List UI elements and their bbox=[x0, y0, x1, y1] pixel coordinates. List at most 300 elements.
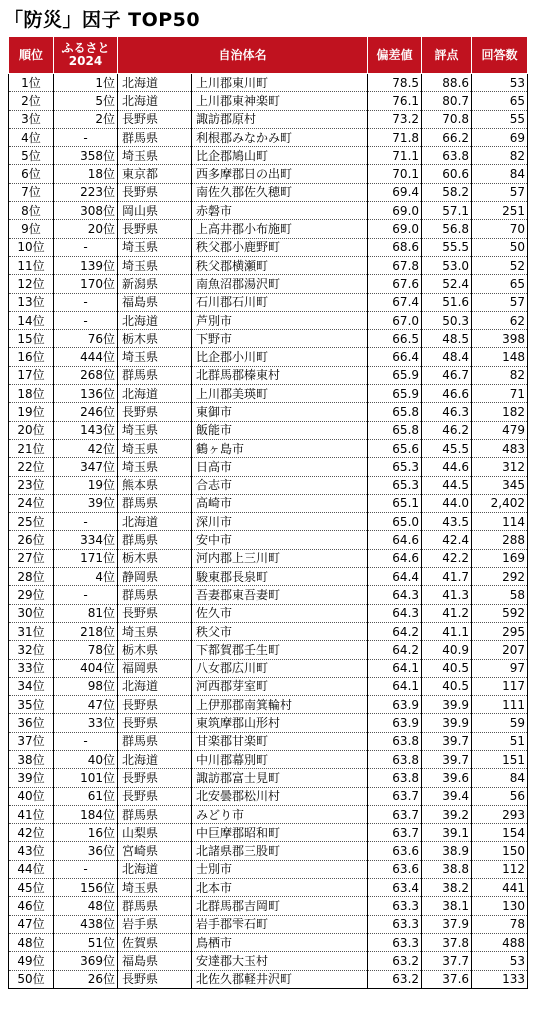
cell-municipality: 合志市 bbox=[192, 476, 368, 494]
cell-municipality: 南魚沼郡湯沢町 bbox=[192, 275, 368, 293]
cell-municipality: 諏訪郡富士見町 bbox=[192, 769, 368, 787]
cell-rank: 8位 bbox=[9, 202, 54, 220]
cell-prefecture: 長野県 bbox=[118, 183, 192, 201]
cell-responses: 441 bbox=[472, 879, 528, 897]
cell-score: 37.6 bbox=[422, 970, 472, 988]
cell-deviation: 63.3 bbox=[368, 915, 422, 933]
cell-score: 42.2 bbox=[422, 549, 472, 567]
cell-score: 60.6 bbox=[422, 165, 472, 183]
cell-rank: 42位 bbox=[9, 824, 54, 842]
cell-rank: 3位 bbox=[9, 110, 54, 128]
table-row bbox=[9, 110, 528, 128]
cell-rank: 5位 bbox=[9, 147, 54, 165]
cell-deviation: 64.3 bbox=[368, 586, 422, 604]
cell-municipality: 北群馬郡吉岡町 bbox=[192, 897, 368, 915]
cell-furusato-rank: 76位 bbox=[54, 330, 118, 348]
table-row bbox=[9, 366, 528, 384]
cell-score: 38.8 bbox=[422, 860, 472, 878]
table-row bbox=[9, 933, 528, 951]
table-row bbox=[9, 128, 528, 146]
cell-rank: 18位 bbox=[9, 385, 54, 403]
cell-furusato-rank: 184位 bbox=[54, 805, 118, 823]
cell-prefecture: 長野県 bbox=[118, 696, 192, 714]
cell-rank: 29位 bbox=[9, 586, 54, 604]
table-row bbox=[9, 74, 528, 92]
cell-rank: 26位 bbox=[9, 531, 54, 549]
cell-rank: 44位 bbox=[9, 860, 54, 878]
cell-score: 50.3 bbox=[422, 311, 472, 329]
cell-deviation: 78.5 bbox=[368, 74, 422, 92]
cell-furusato-rank: 20位 bbox=[54, 220, 118, 238]
cell-deviation: 63.3 bbox=[368, 933, 422, 951]
cell-furusato-rank: 51位 bbox=[54, 933, 118, 951]
cell-rank: 6位 bbox=[9, 165, 54, 183]
cell-score: 38.2 bbox=[422, 879, 472, 897]
cell-score: 52.4 bbox=[422, 275, 472, 293]
cell-deviation: 67.6 bbox=[368, 275, 422, 293]
cell-prefecture: 長野県 bbox=[118, 769, 192, 787]
cell-furusato-rank: 404位 bbox=[54, 659, 118, 677]
cell-municipality: 上高井郡小布施町 bbox=[192, 220, 368, 238]
cell-furusato-rank: 61位 bbox=[54, 787, 118, 805]
cell-prefecture: 長野県 bbox=[118, 403, 192, 421]
cell-municipality: 中川郡幕別町 bbox=[192, 750, 368, 768]
cell-prefecture: 群馬県 bbox=[118, 531, 192, 549]
cell-prefecture: 福島県 bbox=[118, 293, 192, 311]
cell-rank: 4位 bbox=[9, 128, 54, 146]
cell-furusato-rank: 39位 bbox=[54, 494, 118, 512]
cell-rank: 7位 bbox=[9, 183, 54, 201]
table-row bbox=[9, 787, 528, 805]
cell-score: 44.0 bbox=[422, 494, 472, 512]
table-row bbox=[9, 256, 528, 274]
cell-responses: 133 bbox=[472, 970, 528, 988]
cell-rank: 20位 bbox=[9, 421, 54, 439]
cell-score: 41.3 bbox=[422, 586, 472, 604]
cell-score: 70.8 bbox=[422, 110, 472, 128]
cell-municipality: 安達郡大玉村 bbox=[192, 952, 368, 970]
cell-deviation: 73.2 bbox=[368, 110, 422, 128]
cell-responses: 50 bbox=[472, 238, 528, 256]
cell-municipality: みどり市 bbox=[192, 805, 368, 823]
cell-municipality: 吾妻郡東吾妻町 bbox=[192, 586, 368, 604]
cell-municipality: 河内郡上三川町 bbox=[192, 549, 368, 567]
cell-furusato-rank: 438位 bbox=[54, 915, 118, 933]
cell-score: 63.8 bbox=[422, 147, 472, 165]
cell-responses: 483 bbox=[472, 439, 528, 457]
cell-furusato-rank: 81位 bbox=[54, 604, 118, 622]
cell-furusato-rank: 33位 bbox=[54, 714, 118, 732]
cell-furusato-rank: - bbox=[54, 238, 118, 256]
cell-municipality: 下野市 bbox=[192, 330, 368, 348]
cell-prefecture: 栃木県 bbox=[118, 641, 192, 659]
table-row bbox=[9, 531, 528, 549]
cell-rank: 39位 bbox=[9, 769, 54, 787]
cell-score: 39.6 bbox=[422, 769, 472, 787]
cell-furusato-rank: 136位 bbox=[54, 385, 118, 403]
cell-deviation: 69.0 bbox=[368, 220, 422, 238]
cell-deviation: 76.1 bbox=[368, 92, 422, 110]
cell-municipality: 芦別市 bbox=[192, 311, 368, 329]
cell-furusato-rank: 18位 bbox=[54, 165, 118, 183]
cell-furusato-rank: 47位 bbox=[54, 696, 118, 714]
cell-prefecture: 長野県 bbox=[118, 787, 192, 805]
cell-municipality: 上伊那郡南箕輪村 bbox=[192, 696, 368, 714]
cell-rank: 25位 bbox=[9, 513, 54, 531]
cell-municipality: 佐久市 bbox=[192, 604, 368, 622]
cell-deviation: 66.5 bbox=[368, 330, 422, 348]
cell-responses: 69 bbox=[472, 128, 528, 146]
cell-furusato-rank: 98位 bbox=[54, 677, 118, 695]
cell-score: 66.2 bbox=[422, 128, 472, 146]
cell-score: 41.7 bbox=[422, 568, 472, 586]
table-row bbox=[9, 750, 528, 768]
cell-prefecture: 埼玉県 bbox=[118, 458, 192, 476]
cell-rank: 17位 bbox=[9, 366, 54, 384]
cell-deviation: 65.3 bbox=[368, 476, 422, 494]
cell-prefecture: 栃木県 bbox=[118, 330, 192, 348]
table-row bbox=[9, 568, 528, 586]
cell-prefecture: 北海道 bbox=[118, 311, 192, 329]
cell-responses: 57 bbox=[472, 293, 528, 311]
cell-deviation: 69.4 bbox=[368, 183, 422, 201]
cell-furusato-rank: - bbox=[54, 311, 118, 329]
cell-deviation: 63.8 bbox=[368, 750, 422, 768]
header-rank: 順位 bbox=[9, 37, 54, 74]
cell-score: 39.1 bbox=[422, 824, 472, 842]
cell-rank: 47位 bbox=[9, 915, 54, 933]
cell-deviation: 63.2 bbox=[368, 952, 422, 970]
cell-rank: 33位 bbox=[9, 659, 54, 677]
cell-municipality: 岩手郡雫石町 bbox=[192, 915, 368, 933]
cell-deviation: 68.6 bbox=[368, 238, 422, 256]
cell-prefecture: 長野県 bbox=[118, 970, 192, 988]
table-row bbox=[9, 202, 528, 220]
cell-responses: 97 bbox=[472, 659, 528, 677]
cell-responses: 479 bbox=[472, 421, 528, 439]
cell-furusato-rank: 156位 bbox=[54, 879, 118, 897]
table-row bbox=[9, 860, 528, 878]
cell-deviation: 69.0 bbox=[368, 202, 422, 220]
cell-responses: 65 bbox=[472, 275, 528, 293]
table-row bbox=[9, 385, 528, 403]
cell-prefecture: 長野県 bbox=[118, 714, 192, 732]
cell-score: 44.5 bbox=[422, 476, 472, 494]
ranking-table bbox=[8, 36, 528, 989]
cell-score: 44.6 bbox=[422, 458, 472, 476]
cell-score: 51.6 bbox=[422, 293, 472, 311]
table-row bbox=[9, 458, 528, 476]
cell-prefecture: 岩手県 bbox=[118, 915, 192, 933]
cell-prefecture: 宮崎県 bbox=[118, 842, 192, 860]
cell-responses: 293 bbox=[472, 805, 528, 823]
cell-furusato-rank: 1位 bbox=[54, 74, 118, 92]
cell-municipality: 上川郡東川町 bbox=[192, 74, 368, 92]
cell-prefecture: 埼玉県 bbox=[118, 238, 192, 256]
cell-municipality: 飯能市 bbox=[192, 421, 368, 439]
cell-deviation: 64.4 bbox=[368, 568, 422, 586]
header-furusato bbox=[54, 37, 118, 74]
cell-rank: 12位 bbox=[9, 275, 54, 293]
cell-furusato-rank: 19位 bbox=[54, 476, 118, 494]
cell-municipality: 中巨摩郡昭和町 bbox=[192, 824, 368, 842]
cell-responses: 71 bbox=[472, 385, 528, 403]
cell-rank: 32位 bbox=[9, 641, 54, 659]
table-row bbox=[9, 311, 528, 329]
cell-furusato-rank: 5位 bbox=[54, 92, 118, 110]
cell-municipality: 北佐久郡軽井沢町 bbox=[192, 970, 368, 988]
header-municipality: 自治体名 bbox=[118, 37, 368, 74]
cell-prefecture: 群馬県 bbox=[118, 128, 192, 146]
cell-score: 46.2 bbox=[422, 421, 472, 439]
cell-deviation: 63.8 bbox=[368, 732, 422, 750]
cell-prefecture: 福島県 bbox=[118, 952, 192, 970]
cell-score: 37.8 bbox=[422, 933, 472, 951]
table-row bbox=[9, 622, 528, 640]
cell-responses: 53 bbox=[472, 952, 528, 970]
table-row bbox=[9, 165, 528, 183]
cell-rank: 30位 bbox=[9, 604, 54, 622]
cell-score: 43.5 bbox=[422, 513, 472, 531]
cell-score: 48.4 bbox=[422, 348, 472, 366]
cell-prefecture: 熊本県 bbox=[118, 476, 192, 494]
cell-score: 46.3 bbox=[422, 403, 472, 421]
cell-responses: 52 bbox=[472, 256, 528, 274]
cell-municipality: 北安曇郡松川村 bbox=[192, 787, 368, 805]
cell-prefecture: 群馬県 bbox=[118, 732, 192, 750]
cell-prefecture: 埼玉県 bbox=[118, 439, 192, 457]
cell-prefecture: 長野県 bbox=[118, 220, 192, 238]
cell-furusato-rank: 139位 bbox=[54, 256, 118, 274]
cell-prefecture: 群馬県 bbox=[118, 586, 192, 604]
cell-furusato-rank: 246位 bbox=[54, 403, 118, 421]
cell-rank: 48位 bbox=[9, 933, 54, 951]
cell-responses: 154 bbox=[472, 824, 528, 842]
cell-deviation: 63.9 bbox=[368, 714, 422, 732]
cell-deviation: 63.7 bbox=[368, 787, 422, 805]
cell-responses: 111 bbox=[472, 696, 528, 714]
cell-responses: 65 bbox=[472, 92, 528, 110]
table-row bbox=[9, 879, 528, 897]
cell-prefecture: 長野県 bbox=[118, 604, 192, 622]
cell-deviation: 64.6 bbox=[368, 549, 422, 567]
page-title: 「防災」因子 TOP50 bbox=[4, 9, 201, 31]
table-row bbox=[9, 348, 528, 366]
cell-score: 46.7 bbox=[422, 366, 472, 384]
cell-rank: 10位 bbox=[9, 238, 54, 256]
cell-deviation: 63.2 bbox=[368, 970, 422, 988]
cell-municipality: 安中市 bbox=[192, 531, 368, 549]
cell-rank: 2位 bbox=[9, 92, 54, 110]
table-row bbox=[9, 952, 528, 970]
cell-rank: 9位 bbox=[9, 220, 54, 238]
cell-deviation: 66.4 bbox=[368, 348, 422, 366]
table-row bbox=[9, 805, 528, 823]
cell-furusato-rank: 143位 bbox=[54, 421, 118, 439]
cell-furusato-rank: 358位 bbox=[54, 147, 118, 165]
cell-deviation: 64.1 bbox=[368, 659, 422, 677]
cell-score: 46.6 bbox=[422, 385, 472, 403]
cell-municipality: 上川郡美瑛町 bbox=[192, 385, 368, 403]
cell-score: 39.9 bbox=[422, 696, 472, 714]
cell-score: 48.5 bbox=[422, 330, 472, 348]
cell-responses: 84 bbox=[472, 769, 528, 787]
cell-responses: 312 bbox=[472, 458, 528, 476]
table-row bbox=[9, 421, 528, 439]
cell-furusato-rank: - bbox=[54, 513, 118, 531]
cell-responses: 292 bbox=[472, 568, 528, 586]
cell-prefecture: 長野県 bbox=[118, 110, 192, 128]
cell-furusato-rank: - bbox=[54, 293, 118, 311]
header-deviation: 偏差値 bbox=[368, 37, 422, 74]
cell-prefecture: 埼玉県 bbox=[118, 147, 192, 165]
cell-prefecture: 群馬県 bbox=[118, 494, 192, 512]
cell-score: 38.9 bbox=[422, 842, 472, 860]
cell-score: 45.5 bbox=[422, 439, 472, 457]
cell-rank: 14位 bbox=[9, 311, 54, 329]
cell-municipality: 高崎市 bbox=[192, 494, 368, 512]
cell-responses: 207 bbox=[472, 641, 528, 659]
cell-rank: 37位 bbox=[9, 732, 54, 750]
cell-deviation: 64.6 bbox=[368, 531, 422, 549]
cell-municipality: 比企郡小川町 bbox=[192, 348, 368, 366]
cell-municipality: 秩父郡小鹿野町 bbox=[192, 238, 368, 256]
cell-responses: 398 bbox=[472, 330, 528, 348]
cell-responses: 59 bbox=[472, 714, 528, 732]
table-row bbox=[9, 842, 528, 860]
cell-deviation: 63.3 bbox=[368, 897, 422, 915]
cell-score: 58.2 bbox=[422, 183, 472, 201]
cell-furusato-rank: 171位 bbox=[54, 549, 118, 567]
cell-prefecture: 山梨県 bbox=[118, 824, 192, 842]
cell-furusato-rank: - bbox=[54, 732, 118, 750]
cell-responses: 51 bbox=[472, 732, 528, 750]
cell-score: 55.5 bbox=[422, 238, 472, 256]
cell-municipality: 日高市 bbox=[192, 458, 368, 476]
cell-deviation: 67.8 bbox=[368, 256, 422, 274]
cell-deviation: 65.8 bbox=[368, 403, 422, 421]
cell-municipality: 上川郡東神楽町 bbox=[192, 92, 368, 110]
cell-rank: 15位 bbox=[9, 330, 54, 348]
cell-score: 38.1 bbox=[422, 897, 472, 915]
cell-responses: 288 bbox=[472, 531, 528, 549]
cell-prefecture: 埼玉県 bbox=[118, 256, 192, 274]
header-responses: 回答数 bbox=[472, 37, 528, 74]
cell-rank: 24位 bbox=[9, 494, 54, 512]
cell-responses: 488 bbox=[472, 933, 528, 951]
header-score: 評点 bbox=[422, 37, 472, 74]
table-row bbox=[9, 494, 528, 512]
cell-furusato-rank: - bbox=[54, 128, 118, 146]
cell-deviation: 64.2 bbox=[368, 622, 422, 640]
cell-score: 41.1 bbox=[422, 622, 472, 640]
table-row bbox=[9, 92, 528, 110]
cell-furusato-rank: - bbox=[54, 860, 118, 878]
cell-furusato-rank: 26位 bbox=[54, 970, 118, 988]
table-row bbox=[9, 549, 528, 567]
cell-municipality: 諏訪郡原村 bbox=[192, 110, 368, 128]
table-row bbox=[9, 476, 528, 494]
cell-prefecture: 北海道 bbox=[118, 513, 192, 531]
cell-prefecture: 佐賀県 bbox=[118, 933, 192, 951]
cell-score: 40.9 bbox=[422, 641, 472, 659]
cell-score: 39.7 bbox=[422, 732, 472, 750]
cell-municipality: 秩父郡横瀬町 bbox=[192, 256, 368, 274]
cell-municipality: 東筑摩郡山形村 bbox=[192, 714, 368, 732]
cell-score: 41.2 bbox=[422, 604, 472, 622]
cell-responses: 151 bbox=[472, 750, 528, 768]
cell-score: 88.6 bbox=[422, 74, 472, 92]
cell-deviation: 64.3 bbox=[368, 604, 422, 622]
cell-deviation: 64.1 bbox=[368, 677, 422, 695]
cell-prefecture: 新潟県 bbox=[118, 275, 192, 293]
cell-responses: 150 bbox=[472, 842, 528, 860]
cell-furusato-rank: 308位 bbox=[54, 202, 118, 220]
cell-prefecture: 静岡県 bbox=[118, 568, 192, 586]
cell-score: 56.8 bbox=[422, 220, 472, 238]
cell-score: 39.7 bbox=[422, 750, 472, 768]
table-row bbox=[9, 330, 528, 348]
cell-rank: 50位 bbox=[9, 970, 54, 988]
cell-furusato-rank: 42位 bbox=[54, 439, 118, 457]
table-row bbox=[9, 659, 528, 677]
cell-responses: 62 bbox=[472, 311, 528, 329]
cell-responses: 2,402 bbox=[472, 494, 528, 512]
cell-deviation: 65.6 bbox=[368, 439, 422, 457]
cell-municipality: 駿東郡長泉町 bbox=[192, 568, 368, 586]
cell-municipality: 鶴ヶ島市 bbox=[192, 439, 368, 457]
cell-furusato-rank: 369位 bbox=[54, 952, 118, 970]
cell-responses: 84 bbox=[472, 165, 528, 183]
cell-rank: 45位 bbox=[9, 879, 54, 897]
cell-responses: 148 bbox=[472, 348, 528, 366]
cell-prefecture: 北海道 bbox=[118, 860, 192, 878]
cell-furusato-rank: 334位 bbox=[54, 531, 118, 549]
cell-rank: 36位 bbox=[9, 714, 54, 732]
cell-municipality: 比企郡鳩山町 bbox=[192, 147, 368, 165]
cell-prefecture: 群馬県 bbox=[118, 897, 192, 915]
table-row bbox=[9, 769, 528, 787]
cell-score: 39.2 bbox=[422, 805, 472, 823]
cell-prefecture: 埼玉県 bbox=[118, 421, 192, 439]
cell-municipality: 南佐久郡佐久穂町 bbox=[192, 183, 368, 201]
cell-furusato-rank: 101位 bbox=[54, 769, 118, 787]
cell-deviation: 63.6 bbox=[368, 860, 422, 878]
table-row bbox=[9, 604, 528, 622]
cell-prefecture: 岡山県 bbox=[118, 202, 192, 220]
cell-responses: 53 bbox=[472, 74, 528, 92]
cell-deviation: 63.7 bbox=[368, 805, 422, 823]
cell-deviation: 65.8 bbox=[368, 421, 422, 439]
cell-municipality: 河西郡芽室町 bbox=[192, 677, 368, 695]
cell-rank: 46位 bbox=[9, 897, 54, 915]
cell-responses: 592 bbox=[472, 604, 528, 622]
cell-rank: 22位 bbox=[9, 458, 54, 476]
cell-prefecture: 群馬県 bbox=[118, 366, 192, 384]
cell-score: 37.7 bbox=[422, 952, 472, 970]
cell-prefecture: 埼玉県 bbox=[118, 879, 192, 897]
cell-municipality: 鳥栖市 bbox=[192, 933, 368, 951]
cell-furusato-rank: 268位 bbox=[54, 366, 118, 384]
table-row bbox=[9, 732, 528, 750]
table-row bbox=[9, 824, 528, 842]
cell-responses: 182 bbox=[472, 403, 528, 421]
cell-score: 39.9 bbox=[422, 714, 472, 732]
cell-municipality: 東御市 bbox=[192, 403, 368, 421]
table-row bbox=[9, 641, 528, 659]
cell-deviation: 63.8 bbox=[368, 769, 422, 787]
cell-responses: 82 bbox=[472, 147, 528, 165]
